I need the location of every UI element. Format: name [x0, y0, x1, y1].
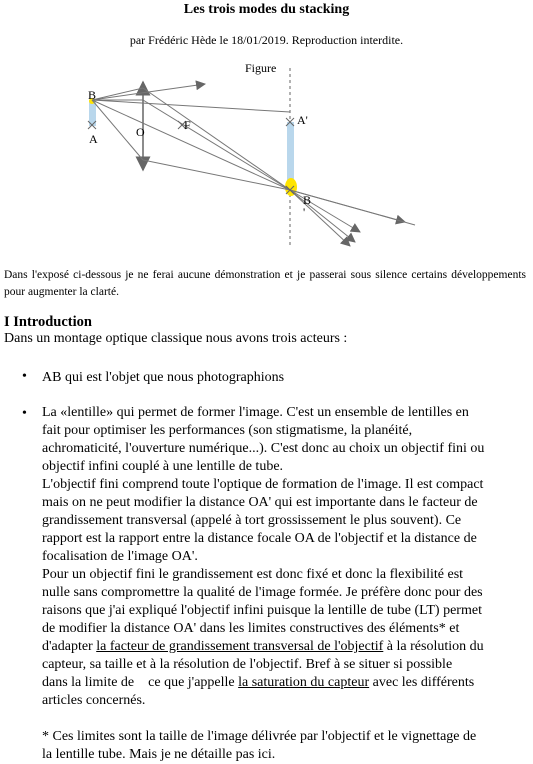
- text-line: [42, 674, 522, 692]
- document-title: Les trois modes du stacking: [183, 2, 350, 17]
- label-b: B: [88, 88, 97, 102]
- text-line: [42, 638, 522, 656]
- text-line: de modifier la distance OA' dans les limites constructives des éléments* et: [42, 621, 460, 636]
- text-span: d'adapter: [42, 639, 97, 654]
- text-span: à la résolution du: [383, 639, 484, 654]
- text-line: rapport est la rapport entre la distance focale OA de l'objectif et la distance de: [42, 531, 477, 546]
- text-line: objectif infini couplé à une lentille de tube.: [42, 459, 284, 474]
- text-line: capteur, sa taille et à la résolution de l'objectif. Bref à se situer si possible: [42, 657, 453, 672]
- text-line: focalisation de l'image OA'.: [42, 549, 198, 564]
- text-line: raisons que j'ai expliqué l'objectif infini puisque la lentille de tube (LT) permet: [42, 603, 482, 618]
- bullet-2: •: [22, 406, 27, 421]
- list-item-lens: [42, 404, 522, 764]
- section-intro: Dans un montage optique classique nous avons trois acteurs :: [4, 331, 348, 346]
- figure-caption: Figure: [245, 61, 277, 75]
- text-line: Pour un objectif fini le grandissement est donc fixé et donc la flexibilité est: [42, 567, 464, 582]
- text-line: nulle sans compromettre la qualité de l'image formée. Je préfère donc pour des: [42, 585, 483, 600]
- bullet-1: •: [22, 369, 27, 384]
- label-a: A: [89, 132, 98, 146]
- text-line: La «lentille» qui permet de former l'image. C'est un ensemble de lentilles en: [42, 405, 469, 420]
- label-f: F: [184, 118, 191, 132]
- spacer: [42, 710, 522, 728]
- intro-note: Dans l'exposé ci-dessous je ne ferai aucune démonstration et je passerai sous silence certains développements pour augmenter la clarté.: [4, 269, 526, 298]
- text-line: articles concernés.: [42, 693, 146, 708]
- text-line: fait pour optimiser les performances (son stigmatisme, la planéité,: [42, 423, 413, 438]
- list-item-object: AB qui est l'objet que nous photographions: [42, 370, 285, 385]
- link-grandissement[interactable]: la facteur de grandissement transversal de l'objectif: [96, 639, 384, 654]
- light-rays: [92, 84, 415, 246]
- text-line: mais on ne peut modifier la distance OA' qui est importante dans le facteur de: [42, 495, 478, 510]
- text-line: grandissement transversal (appelé à tort grossissement le plus souvent). Ce: [42, 513, 462, 528]
- label-prime-mark: ': [303, 205, 306, 219]
- text-span: dans la limite de ce que j'appelle: [42, 675, 239, 690]
- text-line: L'objectif fini comprend toute l'optique de formation de l'image. Il est compact: [42, 477, 484, 492]
- label-b-prime: B: [303, 193, 312, 207]
- footnote-line: la lentille tube. Mais je ne détaille pas ici.: [42, 747, 276, 762]
- text-span: avec les différents: [369, 675, 475, 690]
- document-byline: par Frédéric Hède le 18/01/2019. Reproduction interdite.: [129, 33, 404, 47]
- link-saturation-capteur[interactable]: la saturation du capteur: [238, 675, 370, 690]
- label-o: O: [136, 125, 145, 139]
- optics-figure: [0, 55, 533, 260]
- section-heading: I Introduction: [4, 314, 92, 330]
- footnote-line: * Ces limites sont la taille de l'image délivrée par l'objectif et le vignettage de: [42, 729, 477, 744]
- text-line: achromaticité, l'ouverture numérique...). C'est donc au choix un objectif fini ou: [42, 441, 485, 456]
- label-a-prime: A': [297, 113, 308, 127]
